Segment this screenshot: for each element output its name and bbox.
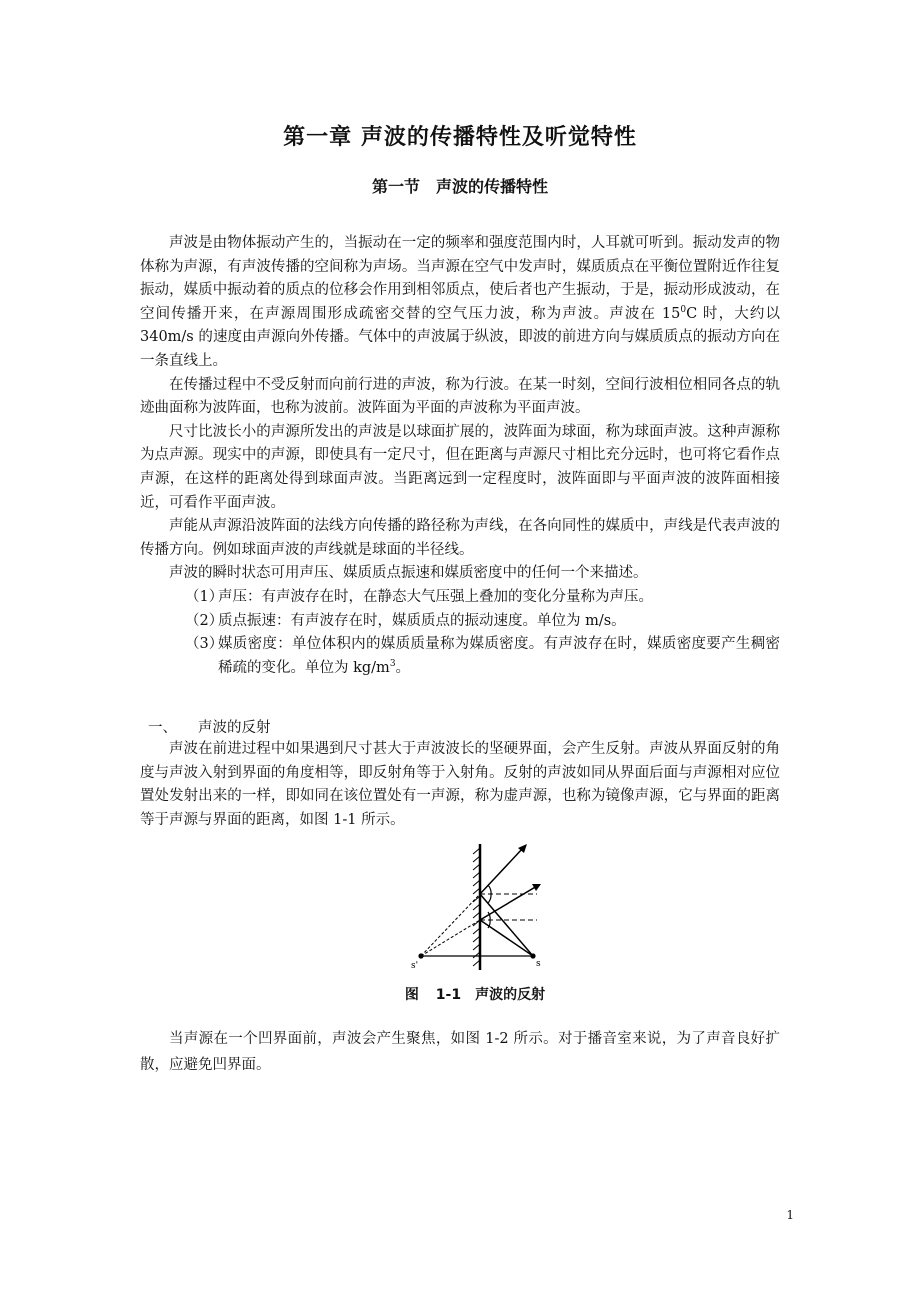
chapter-title: 第一章 声波的传播特性及听觉特性 <box>283 125 637 150</box>
reflection-figure <box>405 838 555 974</box>
source-dot <box>530 953 535 958</box>
virtual-ray-upper <box>421 894 480 956</box>
virtual-source-label: s' <box>411 961 419 971</box>
paragraph-instant-state: 声波的瞬时状态可用声压、媒质质点振速和媒质密度中的任何一个来描述。 <box>169 565 648 582</box>
superscript-cubic: 3 <box>389 658 396 669</box>
list-item: （3） 媒质密度：单位体积内的媒质质量称为媒质密度。有声波存在时，媒质密度要产生稠密稀疏的变化。单位为 $kg/m^3$。 <box>140 633 780 680</box>
subsection-number: 一、 <box>148 720 177 736</box>
subsection-title: 声波的反射 <box>198 720 271 736</box>
superscript-degree: 0 <box>680 304 687 315</box>
list-item-number: （2） <box>185 612 224 629</box>
list-item-number: （3） <box>185 636 224 653</box>
paragraph-sound-ray: 声能从声源沿波阵面的法线方向传播的路径称为声线，在各向同性的媒质中，声线是代表声波的传播方向。例如球面声波的声线就是球面的半径线。 <box>140 518 780 558</box>
reflected-ray-upper <box>480 848 523 894</box>
list-item-number: （1） <box>185 588 224 605</box>
subsection-heading <box>148 716 271 737</box>
paragraph-concave: 当声源在一个凹界面前，声波会产生聚焦，如图 1-2 所示。对于播音室来说，为了声音良好扩散，应避免凹界面。 <box>140 1031 780 1073</box>
paragraph-reflection: 声波在前进过程中如果遇到尺寸甚大于声波波长的坚硬界面，会产生反射。声波从界面反射的角度与声波入射到界面的角度相等，即反射角等于入射角。反射的声波如同从界面后面与声源相对应位置处发射出来的一样，即如同在该位置处有一声源，称为虚声源，也称为镜像声源，它与界面的距离等于声源与界面的距离，如图 1-1 所示。 <box>140 741 780 828</box>
paragraph-spherical-wave: 尺寸比波长小的声源所发出的声波是以球面扩展的，波阵面为球面，称为球面声波。这种声源称为点声源。现实中的声源，即使具有一定尺寸，但在距离与声源尺寸相比充分远时，也可将它看作点声源，在这样的距离处得到球面声波。当距离远到一定程度时，波阵面即与平面声波的波阵面相接近，可看作平面声波。 <box>140 423 780 511</box>
source-label: s <box>536 959 541 969</box>
virtual-source-dot <box>418 953 423 958</box>
paragraph-sound-wave-definition: 声波是由物体振动产生的，当振动在一定的频率和强度范围内时，人耳就可听到。振动发声的物体称为声源，有声波传播的空间称为声场。当声源在空气中发声时，媒质质点在平衡位置附近作往复振动，媒质中振动着的质点的位移会作用到相邻质点，使后者也产生振动，于是，振动形成波动，在空间传播开来，在声源周围形成疏密交替的空气压力波，称为声波。声波在 $15^0C$ 时，大约以 340m/s 的速度由声源向外传播。气体中的声波属于纵波，即波的前进方向与媒质质点的振动方向在一条直线上。 <box>140 235 780 369</box>
figure-caption: 图 1-1 声波的反射 <box>404 987 546 1003</box>
section-title: 第一节 声波的传播特性 <box>371 177 548 196</box>
intro-body <box>140 232 780 680</box>
paragraph-traveling-wave: 在传播过程中不受反射而向前行进的声波，称为行波。在某一时刻，空间行波相位相同各点的轨迹曲面称为波阵面，也称为波前。波阵面为平面的声波称为平面声波。 <box>140 376 780 417</box>
reflection-body <box>140 738 780 832</box>
concave-body <box>140 1026 780 1078</box>
list-item: （1） 声压：有声波存在时，在静态大气压强上叠加的变化分量称为声压。 <box>140 586 780 610</box>
list-item: （2） 质点振速：有声波存在时，媒质质点的振动速度。单位为 m/s。 <box>140 610 780 634</box>
page-number: 1 <box>786 1208 794 1222</box>
